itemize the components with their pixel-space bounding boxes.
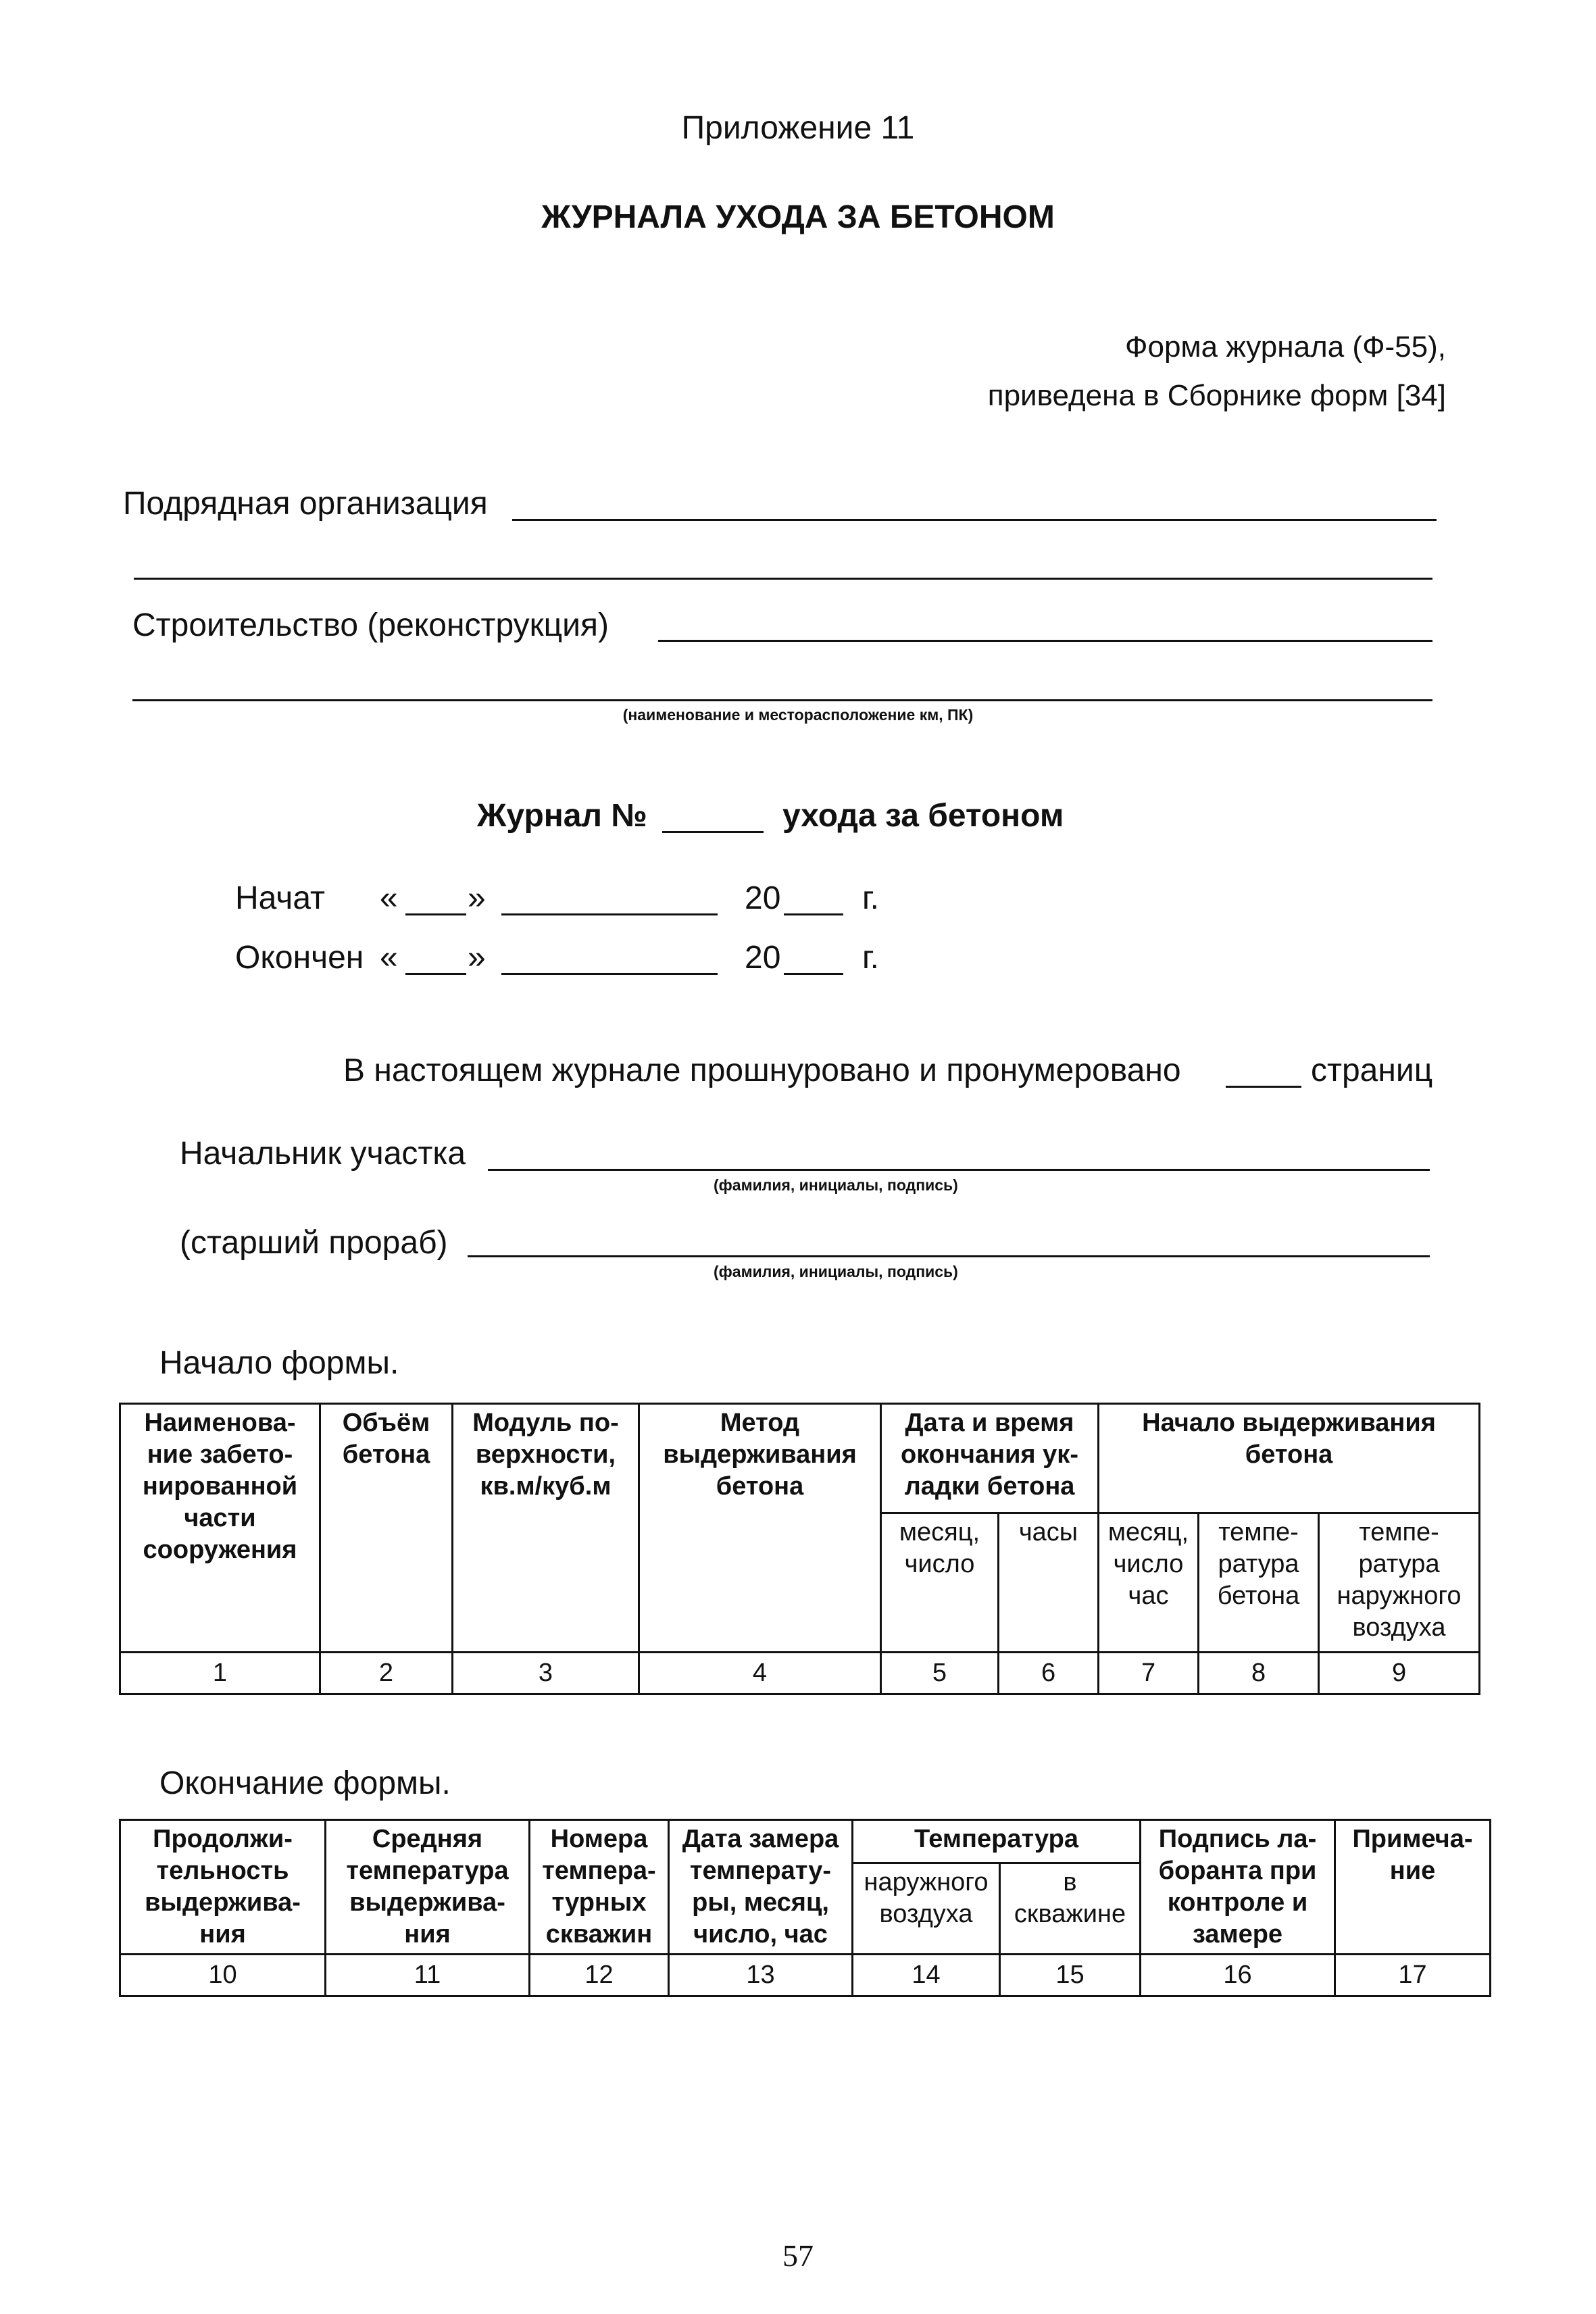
t2-col-number: 15 [1000,1955,1141,1996]
journal-title-left: Журнал № [477,798,647,834]
t2-header-duration: Продолжи- тельность выдержива- ния [120,1820,326,1955]
form-note-line-1: Форма журнала (Ф-55), [1125,330,1446,363]
t1-header-curing-start: Начало выдерживания бетона [1099,1404,1480,1513]
t2-col-number: 17 [1335,1955,1491,1996]
t2-col-number: 12 [530,1955,669,1996]
pages-text-left: В настоящем журнале прошнуровано и пронумеровано [343,1053,1181,1088]
ended-label: Окончен [235,940,364,976]
appendix-label: Приложение 11 [681,110,915,146]
started-year-field[interactable] [784,913,843,915]
ended-year-suffix: г. [862,940,879,976]
t2-col-number: 13 [669,1955,853,1996]
contractor-field-line-2[interactable] [134,578,1432,580]
section-chief-caption: (фамилия, инициалы, подпись) [714,1176,958,1194]
ended-year-field[interactable] [784,973,843,975]
t1-col-number: 3 [453,1653,639,1694]
t2-header-notes: Примеча- ние [1335,1820,1491,1955]
page-number: 57 [782,2238,814,2273]
page-title: ЖУРНАЛА УХОДА ЗА БЕТОНОМ [541,199,1055,235]
t1-header-surface-modulus: Модуль по- верхности, кв.м/куб.м [453,1404,639,1653]
form-start-label: Начало формы. [159,1345,399,1381]
started-month-field[interactable] [501,913,718,915]
t2-col-number: 14 [853,1955,1000,1996]
contractor-label: Подрядная организация [123,486,488,522]
section-chief-field[interactable] [488,1169,1430,1171]
t1-header-volume: Объём бетона [320,1404,453,1653]
ended-quote-close: » [468,940,486,976]
senior-foreman-field[interactable] [468,1255,1430,1257]
contractor-field[interactable] [512,519,1437,521]
form-table-start [119,1403,1480,1695]
started-day-field[interactable] [405,913,466,915]
started-quote-close: » [468,880,486,916]
t1-header-curing-date: месяц, число час [1099,1513,1199,1653]
t1-header-concrete-temp: темпе- ратура бетона [1199,1513,1319,1653]
journal-number-field[interactable] [662,831,764,833]
t1-header-curing-method: Метод выдерживания бетона [639,1404,881,1653]
t2-header-temperature: Температура [853,1820,1141,1863]
pages-text-right: страниц [1311,1053,1433,1088]
ended-year-prefix: 20 [745,940,781,976]
section-chief-label: Начальник участка [180,1136,466,1172]
t1-col-number: 5 [881,1653,999,1694]
t1-header-laying-end: Дата и время окончания ук- ладки бетона [881,1404,1099,1513]
t2-col-number: 16 [1141,1955,1335,1996]
t2-header-well: в скважине [1000,1863,1141,1954]
t1-header-name: Наименова- ние забето- нированной части сооружения [120,1404,320,1653]
t2-header-well-numbers: Номера темпера- турных скважин [530,1820,669,1955]
t1-col-number: 1 [120,1653,320,1694]
pages-count-field[interactable] [1226,1086,1301,1088]
started-quote-open: « [380,880,398,916]
t1-header-laying-hours: часы [999,1513,1099,1653]
t1-col-number: 8 [1199,1653,1319,1694]
t1-col-number: 9 [1319,1653,1480,1694]
t1-header-laying-date: месяц, число [881,1513,999,1653]
ended-day-field[interactable] [405,973,466,975]
t2-header-measure-date: Дата замера температу- ры, месяц, число, час [669,1820,853,1955]
construction-field-line-2[interactable] [132,699,1432,701]
form-end-label: Окончание формы. [159,1765,451,1801]
location-caption: (наименование и месторасположение км, ПК) [622,706,974,724]
t2-header-air: наружного воздуха [853,1863,1000,1954]
t2-col-number: 10 [120,1955,326,1996]
journal-title-right: ухода за бетоном [782,798,1064,834]
form-note-line-2: приведена в Сборнике форм [34] [987,379,1446,412]
t1-col-number: 6 [999,1653,1099,1694]
t2-header-lab-signature: Подпись ла- боранта при контроле и замере [1141,1820,1335,1955]
construction-label: Строительство (реконструкция) [132,607,609,643]
t2-col-number: 11 [326,1955,530,1996]
ended-quote-open: « [380,940,398,976]
t1-col-number: 4 [639,1653,881,1694]
t1-col-number: 2 [320,1653,453,1694]
t1-col-number: 7 [1099,1653,1199,1694]
form-table-end [119,1819,1491,1997]
t2-header-avg-temp: Средняя температура выдержива- ния [326,1820,530,1955]
construction-field[interactable] [658,640,1432,642]
senior-foreman-label: (старший прораб) [180,1225,448,1261]
started-year-suffix: г. [862,880,879,916]
started-year-prefix: 20 [745,880,781,916]
started-label: Начат [235,880,325,916]
t1-header-air-temp: темпе- ратура наружного воздуха [1319,1513,1480,1653]
senior-foreman-caption: (фамилия, инициалы, подпись) [714,1263,958,1280]
ended-month-field[interactable] [501,973,718,975]
